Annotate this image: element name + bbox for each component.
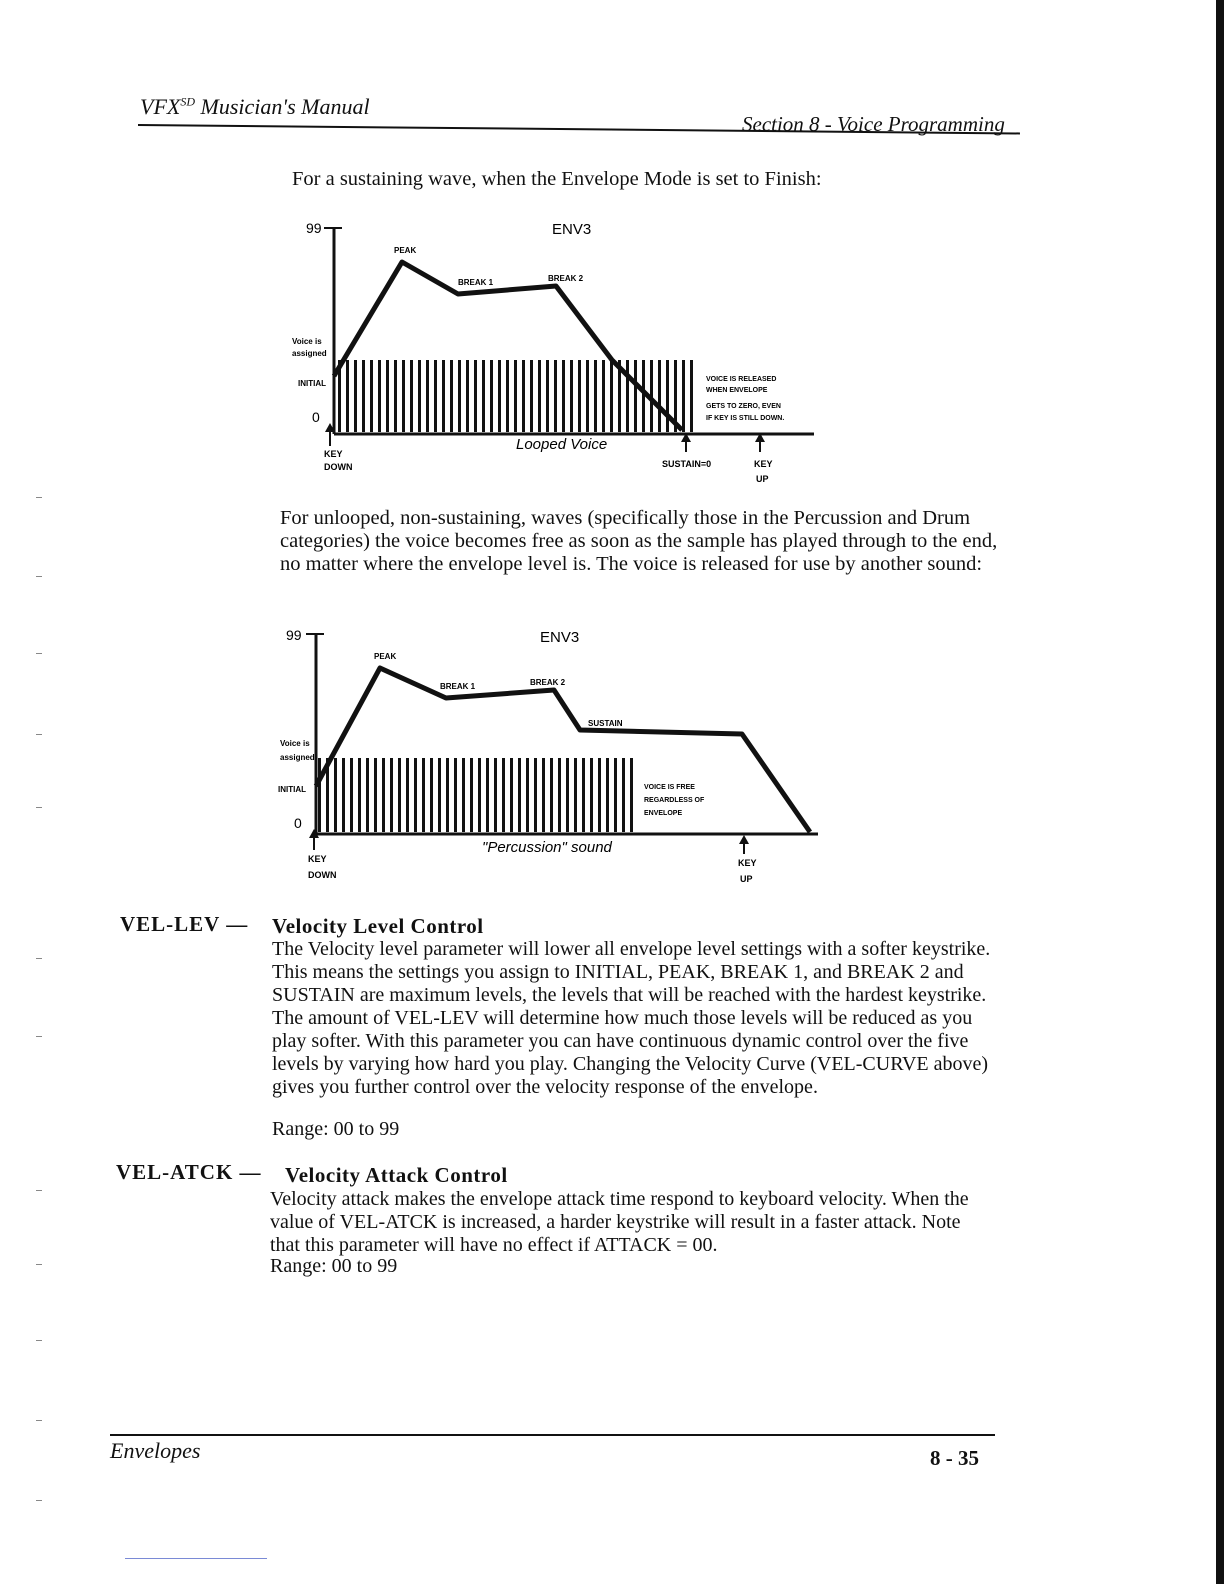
- env-title: ENV3: [552, 221, 592, 238]
- key-up-label: KEY: [754, 459, 773, 469]
- released-note-1: VOICE IS RELEASED: [706, 376, 777, 383]
- break1-label: BREAK 1: [458, 278, 494, 287]
- key-up-label: KEY: [738, 858, 757, 868]
- intro-sustaining: For a sustaining wave, when the Envelope Mode is set to Finish:: [292, 168, 822, 190]
- looped-voice-label: Looped Voice: [516, 436, 608, 453]
- key-up-label-2: UP: [756, 474, 769, 484]
- voice-assigned-label: Voice is: [280, 739, 310, 748]
- sustain-zero-label: SUSTAIN=0: [662, 459, 712, 469]
- key-down-label: KEY: [308, 854, 327, 864]
- free-note-2: REGARDLESS OF: [644, 797, 705, 804]
- key-down-label-2: DOWN: [308, 870, 337, 880]
- break1-label: BREAK 1: [440, 682, 476, 691]
- vel-atck-body: Velocity attack makes the envelope attack time respond to keyboard velocity. When the value of VEL-ATCK is increased, a harder keystrike will result in a faster attack. Note that this parameter will have no effect if ATTACK = 00.: [270, 1188, 969, 1256]
- manual-title: $VFX^{SD}$ Musician's Manual: [140, 94, 370, 119]
- vel-lev-body: The Velocity level parameter will lower all envelope level settings with a softer keystrike. This means the settings you assign to INITIAL, PEAK, BREAK 1, and BREAK 2 and SUSTAIN are maximum levels, the levels that will be reached with the hardest keystrike. The amount of VEL-LEV will determine how much those levels will be reduced as you play softer. With this parameter you can have continuous dynamic control over the five levels by varying how hard you play. Changing the Velocity Curve (VEL-CURVE above) gives you further control over the velocity response of the envelope.: [272, 938, 991, 1098]
- free-note-1: VOICE IS FREE: [644, 784, 695, 791]
- released-note-2: WHEN ENVELOPE: [706, 387, 768, 394]
- scan-mark: [36, 1036, 42, 1037]
- y-max-label: 99: [286, 627, 302, 643]
- sustain-label: SUSTAIN: [588, 719, 623, 728]
- percussion-label: "Percussion" sound: [482, 839, 612, 856]
- y-min-label: 0: [294, 815, 302, 831]
- scan-mark: [36, 1264, 42, 1265]
- scan-underline: [125, 1558, 267, 1559]
- y-max-label: 99: [306, 220, 322, 236]
- env3-looped-diagram: [290, 212, 850, 497]
- vel-lev-title: Velocity Level Control: [272, 914, 484, 938]
- released-note-3: GETS TO ZERO, EVEN: [706, 403, 781, 410]
- scan-mark: [36, 1420, 42, 1421]
- peak-label: PEAK: [374, 652, 397, 661]
- voice-assigned-label-2: assigned: [280, 753, 315, 762]
- vel-atck-title: Velocity Attack Control: [285, 1163, 508, 1187]
- scan-mark: [36, 1340, 42, 1341]
- scan-edge: [1216, 0, 1224, 1584]
- vel-lev-name: VEL-LEV —: [120, 912, 249, 936]
- initial-label: INITIAL: [298, 379, 326, 388]
- vel-atck-range: Range: 00 to 99: [270, 1255, 398, 1277]
- scan-mark: [36, 807, 42, 808]
- break2-label: BREAK 2: [530, 678, 566, 687]
- released-note-4: IF KEY IS STILL DOWN.: [706, 415, 785, 422]
- env3-percussion-diagram: [270, 620, 830, 890]
- vel-atck-name: VEL-ATCK —: [116, 1160, 262, 1184]
- scan-mark: [36, 576, 42, 577]
- looped-region: [334, 360, 694, 432]
- scan-mark: [36, 1500, 42, 1501]
- intro-unlooped: For unlooped, non-sustaining, waves (specifically those in the Percussion and Drum categories) the voice becomes free as soon as the sample has played through to the end, no matter where the envelope level is. The voice is released for use by another sound:: [280, 507, 998, 575]
- key-up-label-2: UP: [740, 874, 753, 884]
- scan-mark: [36, 734, 42, 735]
- footer-rule: [110, 1434, 995, 1436]
- key-up-arrow: [739, 835, 749, 844]
- section-title: Section 8 - Voice Programming: [742, 112, 1005, 136]
- peak-label: PEAK: [394, 246, 417, 255]
- env-title: ENV3: [540, 629, 580, 646]
- footer-chapter: Envelopes: [110, 1438, 201, 1463]
- break2-label: BREAK 2: [548, 274, 584, 283]
- free-note-3: ENVELOPE: [644, 810, 683, 817]
- voice-assigned-label: Voice is: [292, 337, 322, 346]
- scan-mark: [36, 653, 42, 654]
- vel-lev-range: Range: 00 to 99: [272, 1118, 400, 1140]
- percussion-region: [316, 758, 636, 832]
- y-min-label: 0: [312, 409, 320, 425]
- scan-mark: [36, 958, 42, 959]
- key-down-label: KEY: [324, 449, 343, 459]
- voice-assigned-label-2: assigned: [292, 349, 327, 358]
- initial-label: INITIAL: [278, 785, 306, 794]
- scan-mark: [36, 1190, 42, 1191]
- key-down-label-2: DOWN: [324, 462, 353, 472]
- page-number: 8 - 35: [930, 1446, 979, 1470]
- scan-mark: [36, 497, 42, 498]
